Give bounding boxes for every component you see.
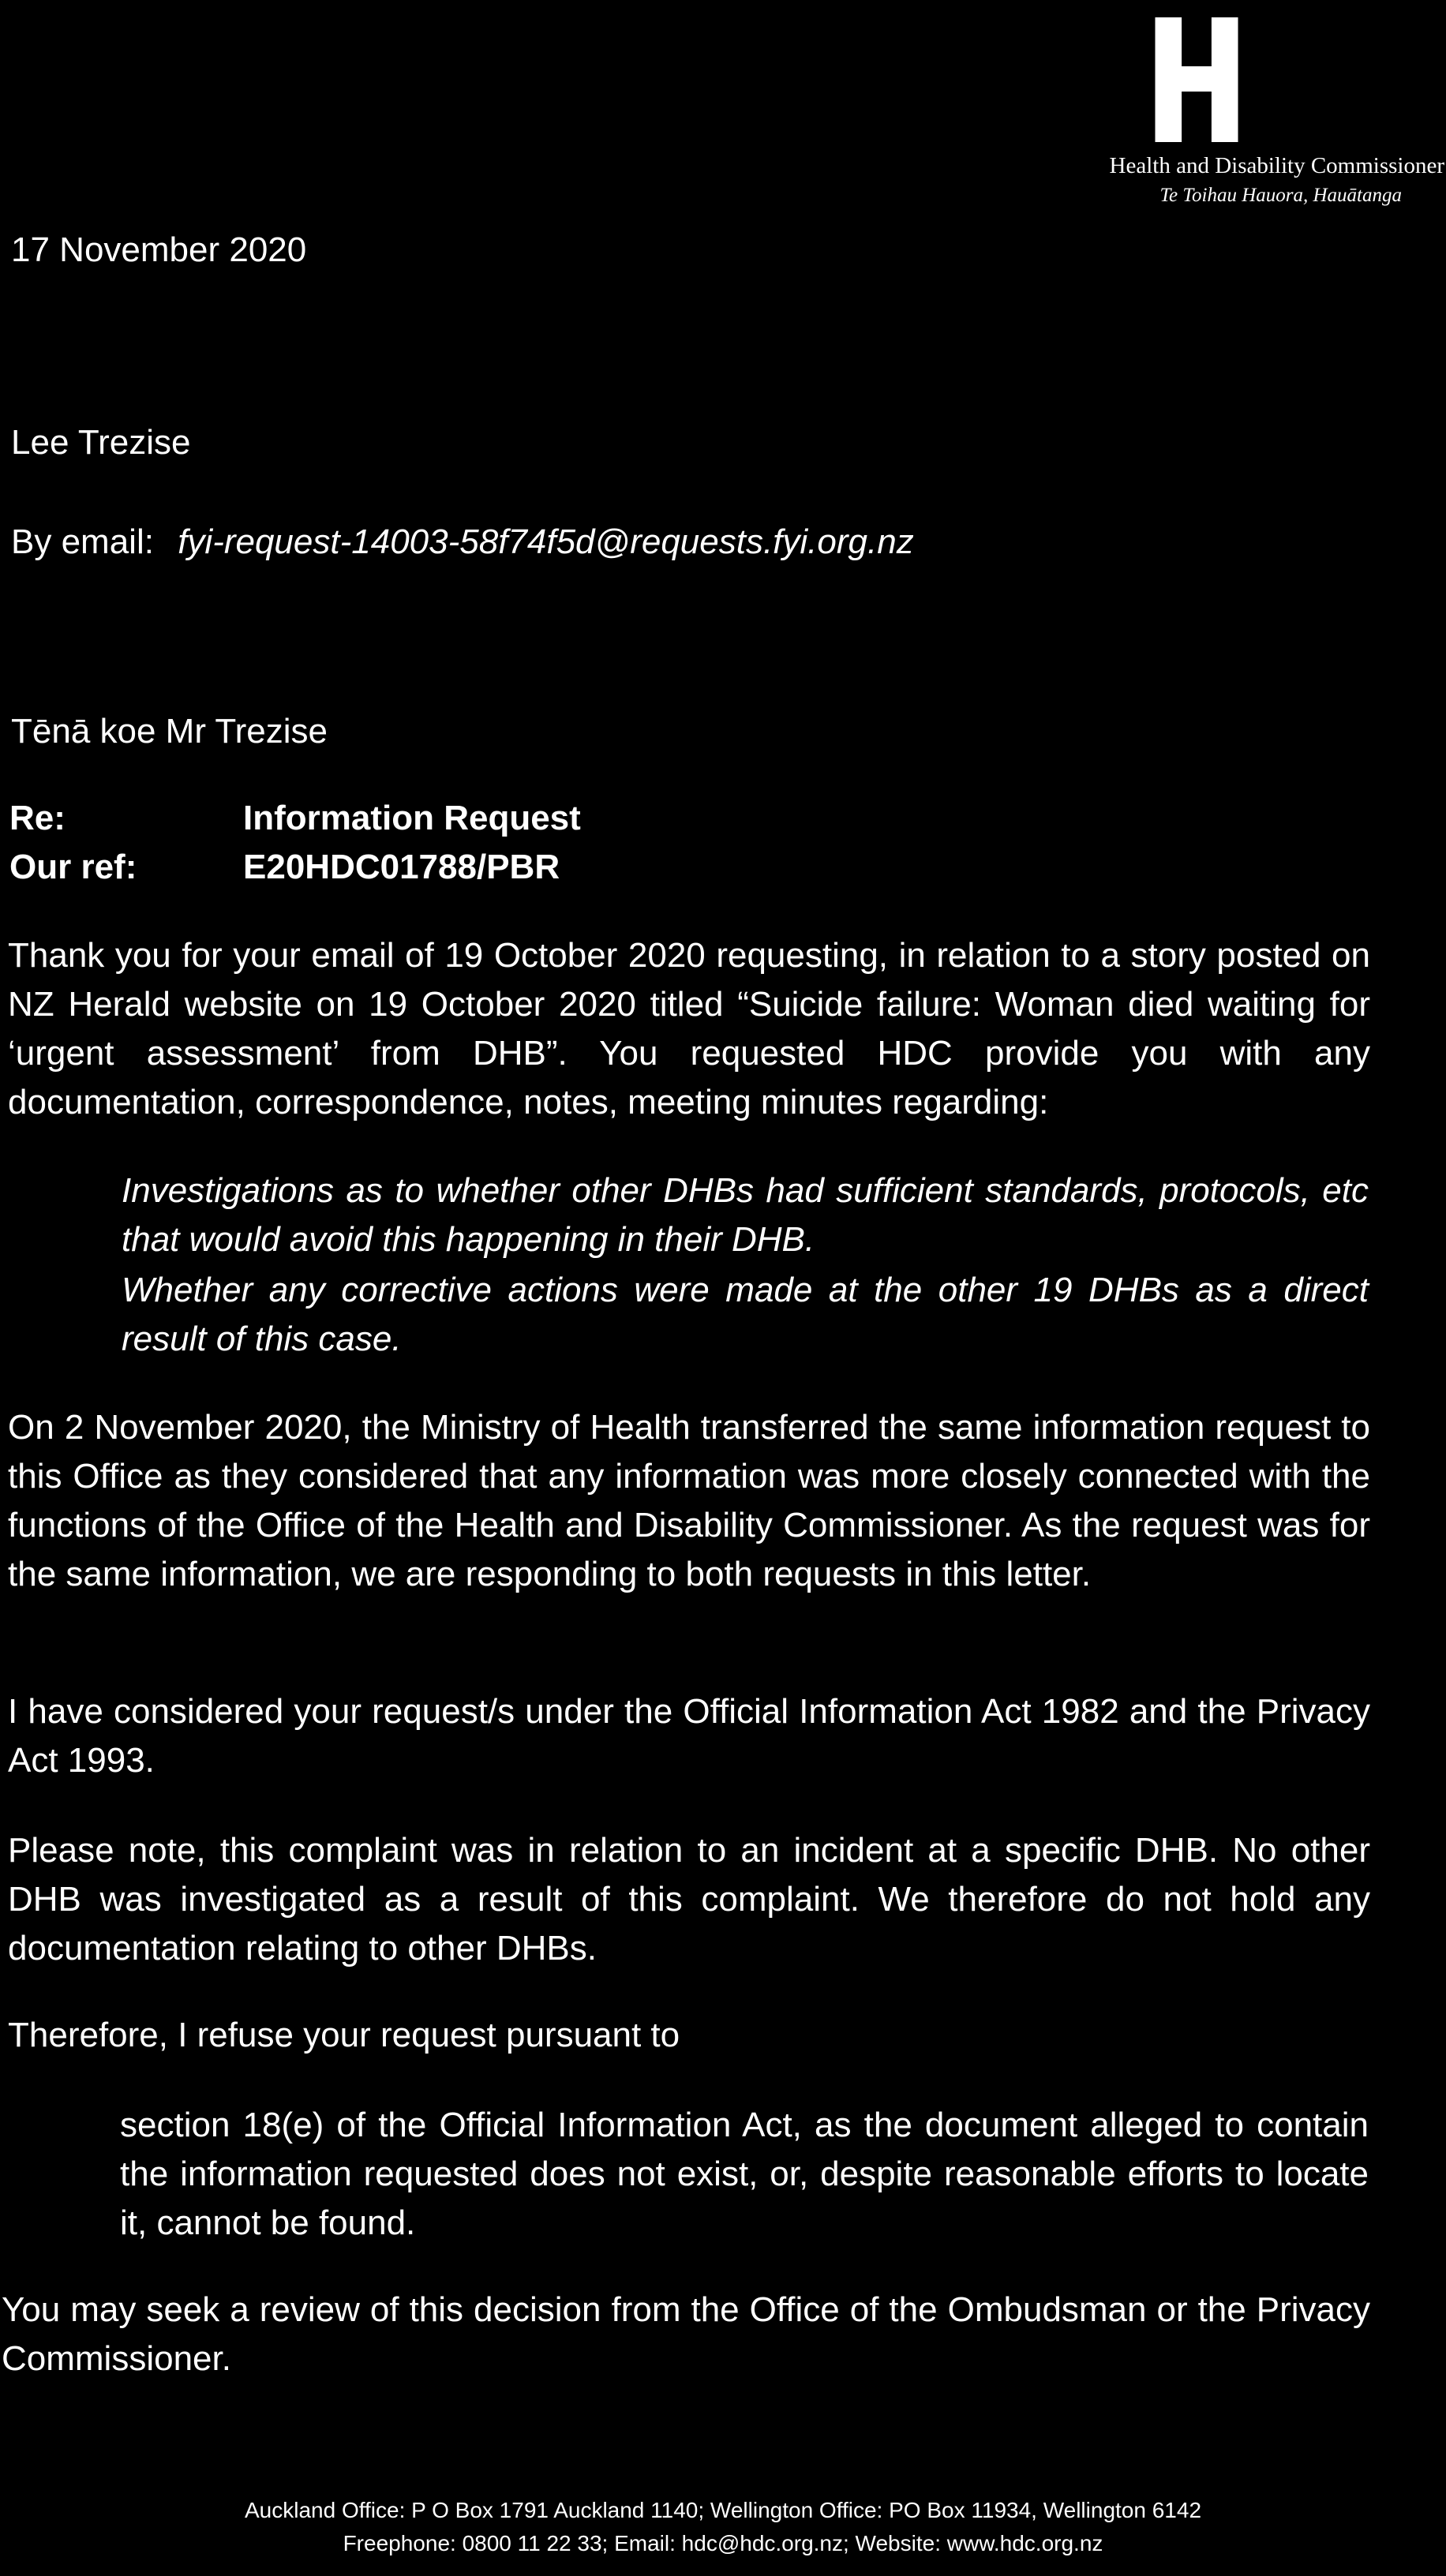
re-label: Re: <box>9 799 66 837</box>
letter-date: 17 November 2020 <box>11 230 307 269</box>
re-value: Information Request <box>243 799 581 837</box>
request-item-1: Investigations as to whether other DHBs had sufficient standards, protocols, etc that would avoid this happening in their DHB. <box>122 1171 1369 1259</box>
paragraph-review: You may seek a review of this decision from the Office of the Ombudsman or the Privacy Commissioner. <box>2 2290 1370 2378</box>
logo-crossbar <box>1178 66 1215 92</box>
request-item-2: Whether any corrective actions were made at the other 19 DHBs as a direct result of this case. <box>122 1271 1369 1358</box>
footer-contact: Freephone: 0800 11 22 33; Email: hdc@hdc.org.nz; Website: www.hdc.org.nz <box>343 2531 1103 2555</box>
salutation: Tēnā koe Mr Trezise <box>11 712 328 751</box>
recipient-email: fyi-request-14003-58f74f5d@requests.fyi.org.nz <box>178 522 914 561</box>
footer-addresses: Auckland Office: P O Box 1791 Auckland 1140; Wellington Office: PO Box 11934, Wellington 6142 <box>244 2498 1202 2522</box>
paragraph-note: Please note, this complaint was in relation to an incident at a specific DHB. No other DHB was investigated as a result of this complaint. We therefore do not hold any documentation relating to other DHBs. <box>8 1831 1370 1968</box>
paragraph-refuse: Therefore, I refuse your request pursuant to <box>8 2016 680 2054</box>
org-name-maori: Te Toihau Hauora, Hauātanga <box>1159 185 1402 206</box>
recipient-name: Lee Trezise <box>11 423 191 462</box>
logo-right-stroke <box>1212 17 1238 142</box>
recipient-email-line <box>11 518 914 567</box>
ref-value: E20HDC01788/PBR <box>243 848 560 886</box>
org-name: Health and Disability Commissioner <box>1109 153 1444 178</box>
footer <box>0 2494 1446 2560</box>
paragraph-considered: I have considered your request/s under the Official Information Act 1982 and the Privacy Act 1993. <box>8 1692 1370 1780</box>
hdc-logo-icon <box>1156 17 1238 142</box>
paragraph-transfer: On 2 November 2020, the Ministry of Health transferred the same information request to this Office as they considered that any information was more closely connected with the functions of the Office of the Health and Disability Commissioner. As the request was for the same information, we are responding to both requests in this letter. <box>8 1408 1370 1593</box>
ref-label: Our ref: <box>9 848 137 886</box>
paragraph-intro: Thank you for your email of 19 October 2020 requesting, in relation to a story posted on NZ Herald website on 19 October 2020 titled “Suicide failure: Woman died waiting for ‘urgent assessment’ from DHB”. You requested HDC provide you with any documentation, correspondence, notes, meeting minutes regarding: <box>8 936 1370 1121</box>
email-label: By email: <box>11 522 154 561</box>
refusal-ground: section 18(e) of the Official Information Act, as the document alleged to contain the information requested does not exist, or, despite reasonable efforts to locate it, cannot be found. <box>120 2106 1369 2242</box>
